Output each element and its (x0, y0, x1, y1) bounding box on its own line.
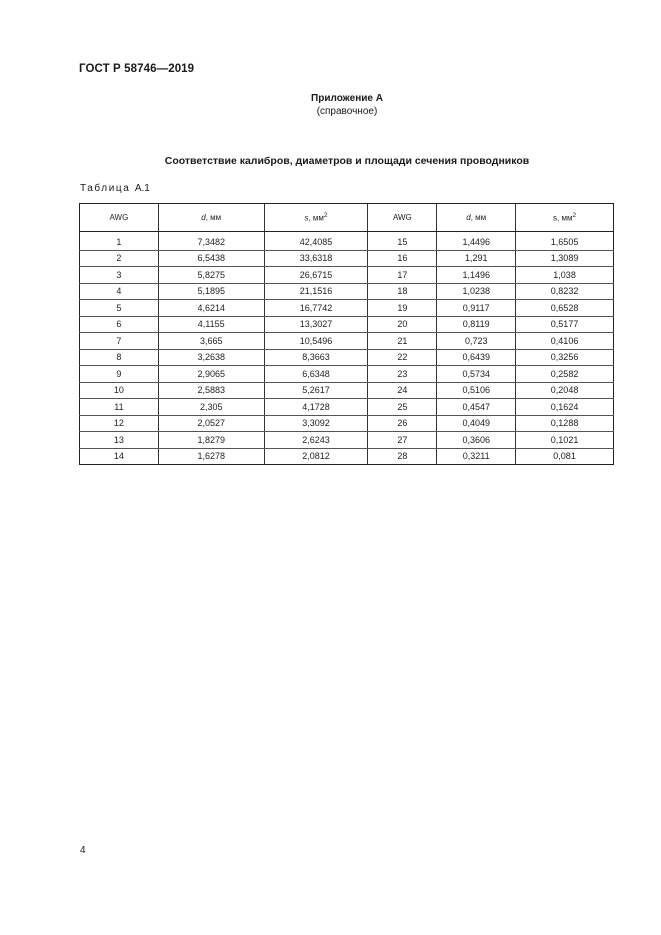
cell-diameter: 2,5883 (158, 382, 264, 399)
cell-diameter: 2,305 (158, 399, 264, 416)
cell-awg: 5 (80, 300, 159, 317)
table-row (80, 250, 614, 267)
cell-area: 16,7742 (264, 300, 368, 317)
table-row (80, 300, 614, 317)
cell-diameter: 4,6214 (158, 300, 264, 317)
cell-awg-2: 28 (368, 448, 437, 465)
cell-diameter-2: 0,5106 (437, 382, 516, 399)
cell-area-2: 1,6505 (516, 232, 614, 251)
cell-diameter: 5,1895 (158, 283, 264, 300)
cell-diameter-2: 0,8119 (437, 316, 516, 333)
header-awg: AWG (80, 204, 159, 232)
cell-diameter-2: 0,9117 (437, 300, 516, 317)
header-awg-2: AWG (368, 204, 437, 232)
cell-awg-2: 24 (368, 382, 437, 399)
cell-awg: 2 (80, 250, 159, 267)
cell-area: 2,0812 (264, 448, 368, 465)
cell-area-2: 1,3089 (516, 250, 614, 267)
table-body (80, 232, 614, 465)
cell-area: 6,6348 (264, 366, 368, 383)
cell-awg: 8 (80, 349, 159, 366)
cell-diameter-2: 0,723 (437, 333, 516, 350)
cell-diameter: 6,5438 (158, 250, 264, 267)
cell-area: 8,3663 (264, 349, 368, 366)
cell-awg: 14 (80, 448, 159, 465)
cell-diameter: 2,0527 (158, 415, 264, 432)
cell-diameter-2: 1,4496 (437, 232, 516, 251)
cell-awg-2: 22 (368, 349, 437, 366)
page-number: 4 (80, 845, 86, 856)
cell-diameter-2: 1,1496 (437, 267, 516, 284)
cell-awg-2: 21 (368, 333, 437, 350)
cell-diameter-2: 0,5734 (437, 366, 516, 383)
table-label-number: А.1 (134, 183, 150, 194)
header-diameter: d, мм (158, 204, 264, 232)
cell-diameter-2: 1,291 (437, 250, 516, 267)
header-diameter-2: d, мм (437, 204, 516, 232)
awg-table (79, 203, 614, 465)
cell-area: 42,4085 (264, 232, 368, 251)
cell-area: 5,2617 (264, 382, 368, 399)
cell-awg-2: 19 (368, 300, 437, 317)
cell-awg-2: 25 (368, 399, 437, 416)
cell-diameter-2: 0,3606 (437, 432, 516, 449)
cell-awg: 3 (80, 267, 159, 284)
cell-area-2: 0,5177 (516, 316, 614, 333)
cell-diameter: 5,8275 (158, 267, 264, 284)
cell-diameter-2: 1,0238 (437, 283, 516, 300)
cell-area: 21,1516 (264, 283, 368, 300)
cell-area: 13,3027 (264, 316, 368, 333)
cell-area-2: 0,4106 (516, 333, 614, 350)
cell-awg-2: 16 (368, 250, 437, 267)
appendix-title: Приложение А (311, 93, 383, 104)
cell-awg-2: 17 (368, 267, 437, 284)
cell-awg-2: 26 (368, 415, 437, 432)
cell-awg-2: 18 (368, 283, 437, 300)
document-id: ГОСТ Р 58746—2019 (79, 63, 195, 75)
cell-diameter: 2,9065 (158, 366, 264, 383)
cell-awg: 10 (80, 382, 159, 399)
cell-awg-2: 20 (368, 316, 437, 333)
table-row (80, 232, 614, 251)
cell-diameter: 3,2638 (158, 349, 264, 366)
cell-diameter-2: 0,3211 (437, 448, 516, 465)
cell-area-2: 0,8232 (516, 283, 614, 300)
table-row (80, 316, 614, 333)
cell-diameter: 3,665 (158, 333, 264, 350)
table-row (80, 432, 614, 449)
cell-awg: 1 (80, 232, 159, 251)
cell-awg: 6 (80, 316, 159, 333)
table-label-word: Таблица (80, 183, 131, 194)
cell-area-2: 0,081 (516, 448, 614, 465)
cell-area-2: 0,1021 (516, 432, 614, 449)
cell-diameter-2: 0,6439 (437, 349, 516, 366)
table-row (80, 399, 614, 416)
cell-area-2: 0,3256 (516, 349, 614, 366)
cell-area: 3,3092 (264, 415, 368, 432)
cell-area-2: 0,6528 (516, 300, 614, 317)
appendix-heading (0, 92, 661, 118)
cell-area-2: 1,038 (516, 267, 614, 284)
table-row (80, 382, 614, 399)
cell-awg: 12 (80, 415, 159, 432)
cell-area-2: 0,1624 (516, 399, 614, 416)
section-title: Соответствие калибров, диаметров и площади сечения проводников (164, 155, 530, 167)
cell-awg: 9 (80, 366, 159, 383)
cell-awg: 13 (80, 432, 159, 449)
cell-diameter: 7,3482 (158, 232, 264, 251)
table-row (80, 349, 614, 366)
header-area: s, $мм^2$ (264, 204, 368, 232)
cell-awg-2: 15 (368, 232, 437, 251)
cell-area: 4,1728 (264, 399, 368, 416)
cell-area: 2,6243 (264, 432, 368, 449)
table-row (80, 267, 614, 284)
table-header-row (80, 204, 614, 232)
table-label (80, 183, 150, 194)
appendix-subtitle: (справочное) (316, 106, 378, 117)
cell-area: 26,6715 (264, 267, 368, 284)
cell-diameter: 4,1155 (158, 316, 264, 333)
cell-awg-2: 27 (368, 432, 437, 449)
cell-area-2: 0,1288 (516, 415, 614, 432)
header-area-2: s, $мм^2$ (516, 204, 614, 232)
cell-diameter-2: 0,4547 (437, 399, 516, 416)
table-row (80, 283, 614, 300)
cell-diameter-2: 0,4049 (437, 415, 516, 432)
cell-awg: 11 (80, 399, 159, 416)
cell-area: 33,6318 (264, 250, 368, 267)
cell-awg: 4 (80, 283, 159, 300)
cell-awg-2: 23 (368, 366, 437, 383)
cell-awg: 7 (80, 333, 159, 350)
table-row (80, 333, 614, 350)
cell-diameter: 1,8279 (158, 432, 264, 449)
table-row (80, 415, 614, 432)
cell-area: 10,5496 (264, 333, 368, 350)
cell-area-2: 0,2048 (516, 382, 614, 399)
cell-area-2: 0,2582 (516, 366, 614, 383)
table-row (80, 448, 614, 465)
cell-diameter: 1,6278 (158, 448, 264, 465)
table-row (80, 366, 614, 383)
